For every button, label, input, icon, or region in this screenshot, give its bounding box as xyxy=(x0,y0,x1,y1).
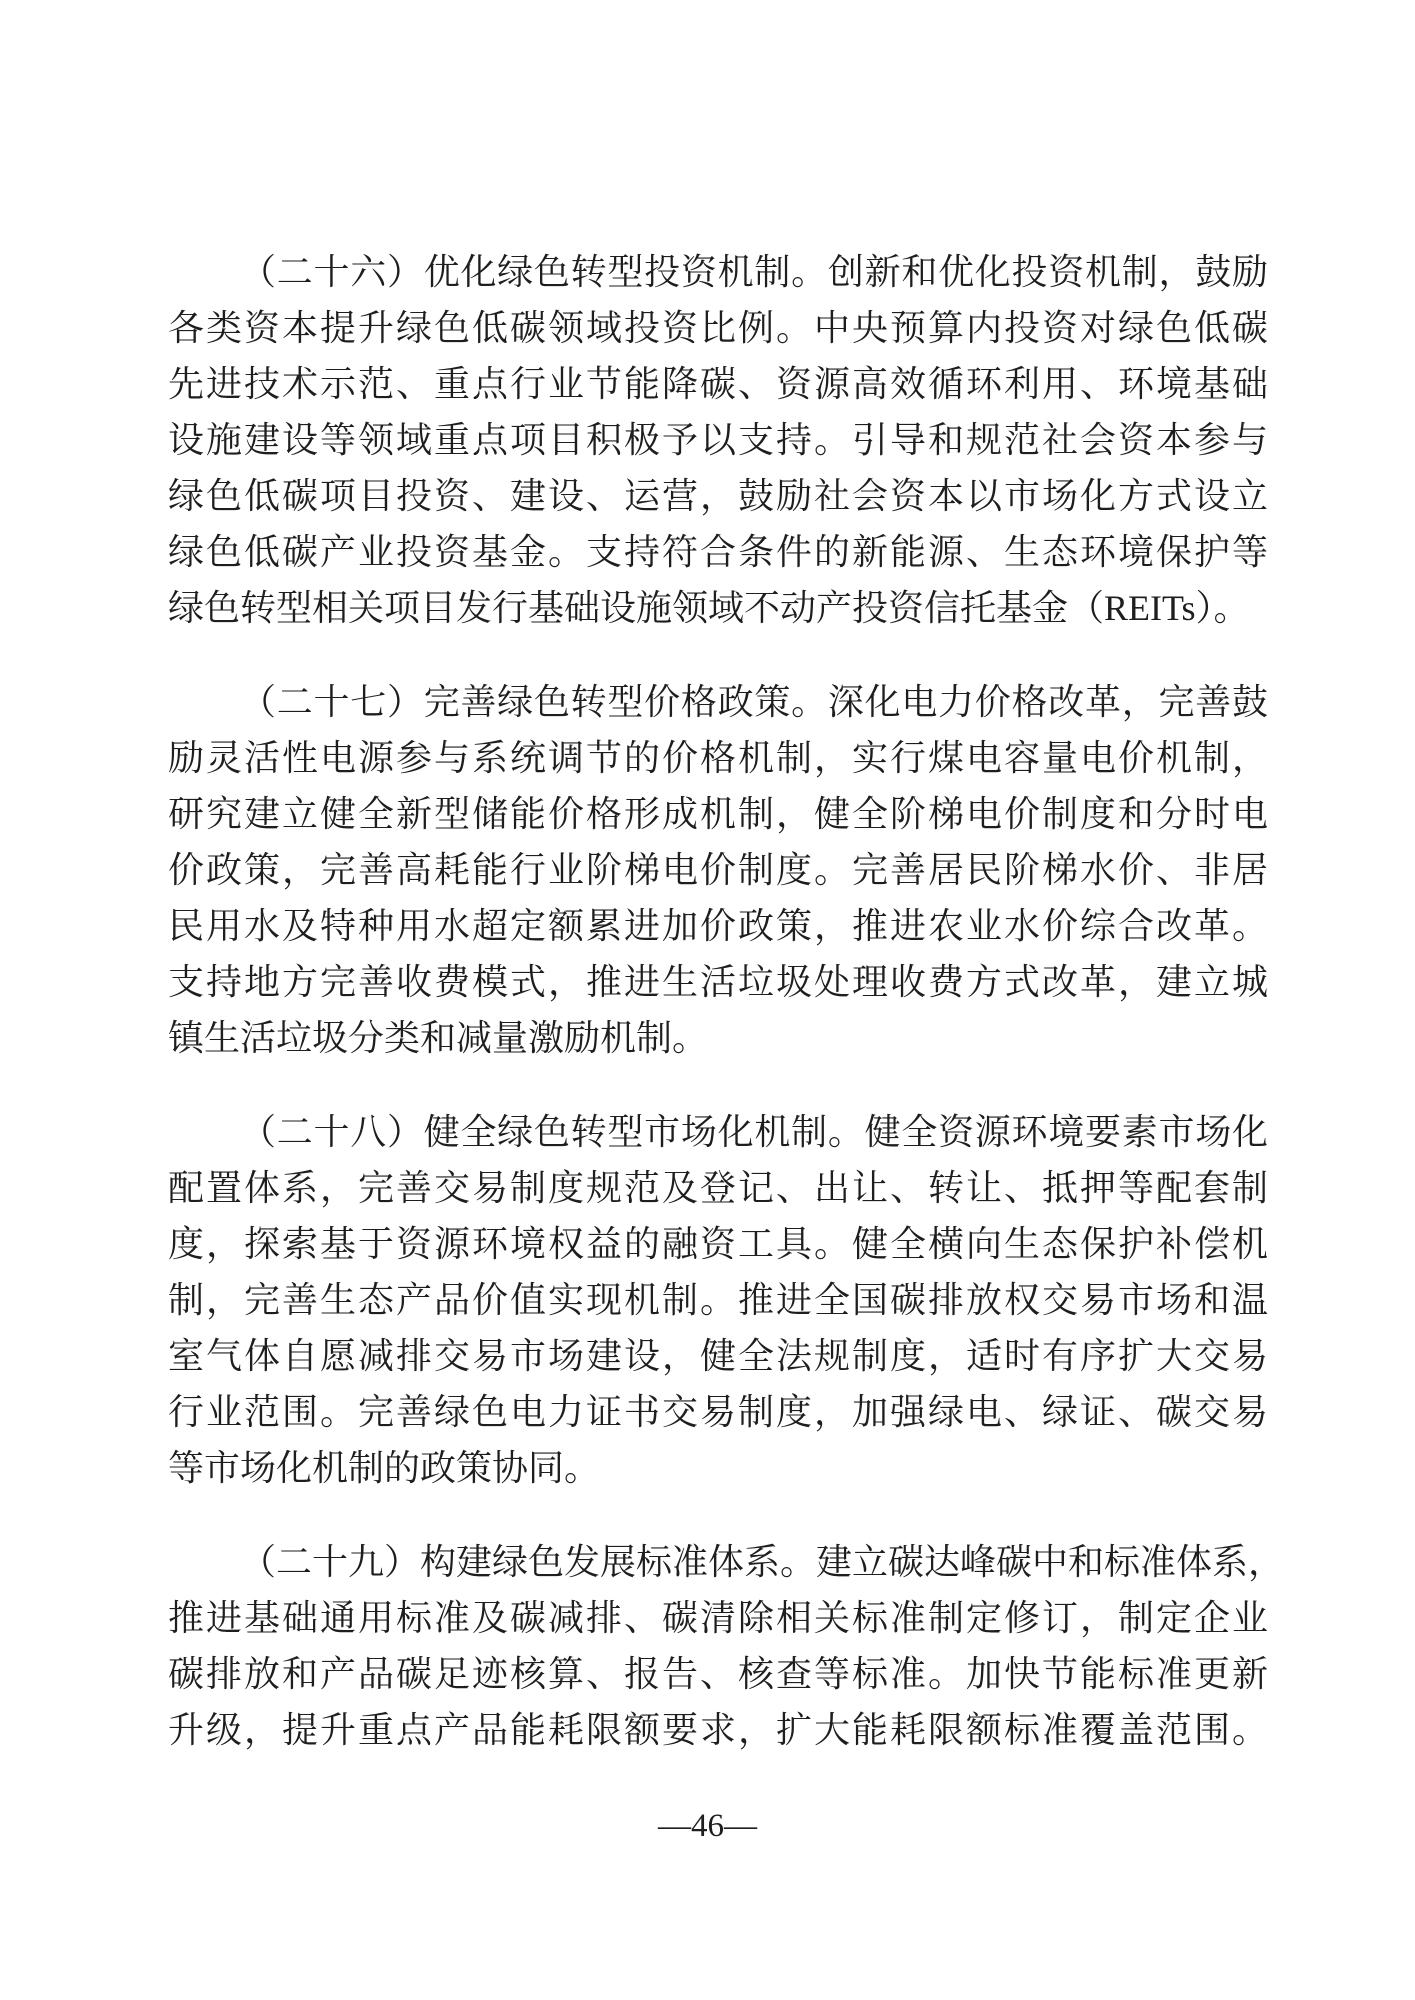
text-line: 碳排放和产品碳足迹核算、报告、核查等标准。加快节能标准更新 xyxy=(168,1654,1268,1694)
paragraph-item-26 xyxy=(168,244,1268,636)
text-line: 支持地方完善收费模式，推进生活垃圾处理收费方式改革，建立城 xyxy=(168,962,1268,1002)
text-line: 设施建设等领域重点项目积极予以支持。引导和规范社会资本参与 xyxy=(168,420,1268,460)
paragraph-item-28 xyxy=(168,1104,1268,1496)
paragraph-item-27 xyxy=(168,674,1268,1066)
text-line: 先进技术示范、重点行业节能降碳、资源高效循环利用、环境基础 xyxy=(168,364,1268,404)
text-line: 度，探索基于资源环境权益的融资工具。健全横向生态保护补偿机 xyxy=(168,1224,1268,1264)
text-line: （二十七）完善绿色转型价格政策。深化电力价格改革，完善鼓 xyxy=(240,682,1268,722)
text-line: 绿色低碳项目投资、建设、运营，鼓励社会资本以市场化方式设立 xyxy=(168,476,1268,516)
text-line: 民用水及特种用水超定额累进加价政策，推进农业水价综合改革。 xyxy=(168,906,1268,946)
text-line: 升级，提升重点产品能耗限额要求，扩大能耗限额标准覆盖范围。 xyxy=(168,1710,1268,1750)
text-line: 推进基础通用标准及碳减排、碳清除相关标准制定修订，制定企业 xyxy=(168,1598,1268,1638)
text-line: 绿色低碳产业投资基金。支持符合条件的新能源、生态环境保护等 xyxy=(168,532,1268,572)
text-line: 价政策，完善高耗能行业阶梯电价制度。完善居民阶梯水价、非居 xyxy=(168,850,1268,890)
text-line: 等市场化机制的政策协同。 xyxy=(168,1448,601,1488)
paragraph-item-29 xyxy=(168,1534,1285,1758)
text-line: 配置体系，完善交易制度规范及登记、出让、转让、抵押等配套制 xyxy=(168,1168,1268,1208)
text-line: （二十六）优化绿色转型投资机制。创新和优化投资机制，鼓励 xyxy=(240,252,1268,292)
text-line: 励灵活性电源参与系统调节的价格机制，实行煤电容量电价机制， xyxy=(168,738,1268,778)
text-line: 研究建立健全新型储能价格形成机制，健全阶梯电价制度和分时电 xyxy=(168,794,1268,834)
text-line: 镇生活垃圾分类和减量激励机制。 xyxy=(168,1018,709,1058)
page-number: —46— xyxy=(658,1808,757,1844)
text-line: （二十九）构建绿色发展标准体系。建立碳达峰碳中和标准体系， xyxy=(240,1542,1285,1582)
text-line: 绿色转型相关项目发行基础设施领域不动产投资信托基金（REITs）。 xyxy=(168,588,1250,628)
text-line: （二十八）健全绿色转型市场化机制。健全资源环境要素市场化 xyxy=(240,1112,1268,1152)
text-line: 制，完善生态产品价值实现机制。推进全国碳排放权交易市场和温 xyxy=(168,1280,1268,1320)
document-body xyxy=(168,244,1285,1796)
text-line: 行业范围。完善绿色电力证书交易制度，加强绿电、绿证、碳交易 xyxy=(168,1392,1268,1432)
text-line: 各类资本提升绿色低碳领域投资比例。中央预算内投资对绿色低碳 xyxy=(168,308,1268,348)
text-line: 室气体自愿减排交易市场建设，健全法规制度，适时有序扩大交易 xyxy=(168,1336,1268,1376)
